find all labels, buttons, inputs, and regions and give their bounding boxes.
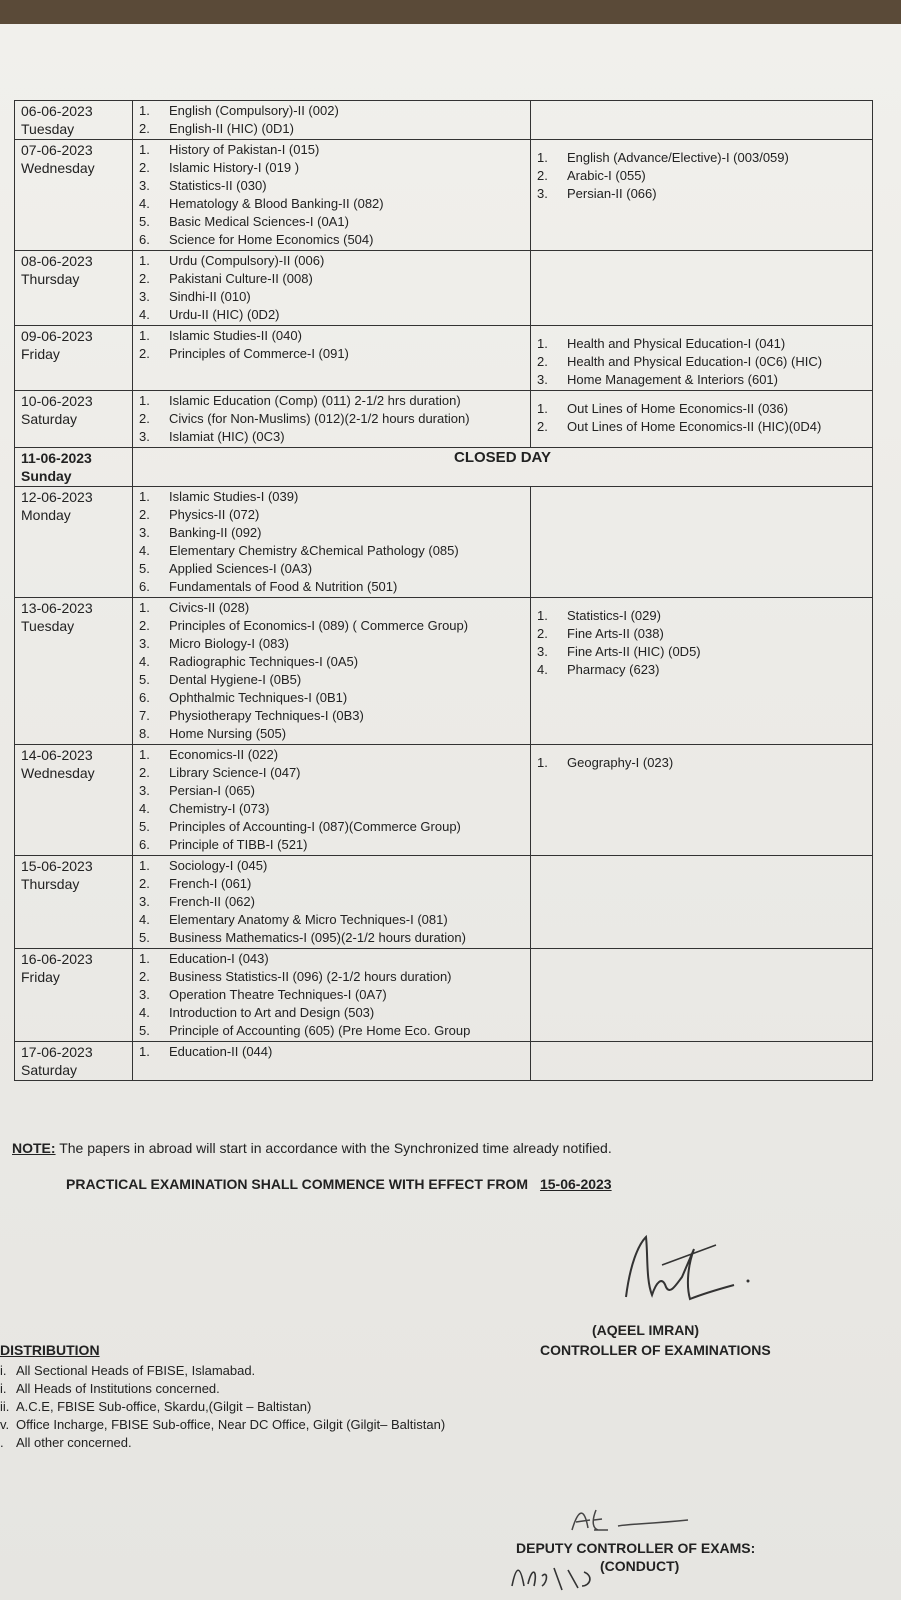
paper-number: 3.	[537, 372, 548, 387]
schedule-row	[15, 101, 873, 140]
paper-number: 4.	[139, 801, 150, 816]
exam-date-cell	[15, 140, 133, 251]
exam-date-cell	[15, 391, 133, 448]
paper-number: 1.	[537, 755, 548, 770]
paper-title: Islamic Studies-I (039)	[169, 489, 299, 504]
exam-day: Thursday	[21, 271, 80, 287]
paper-number: 5.	[139, 672, 150, 687]
paper-item	[139, 270, 524, 288]
paper-item	[139, 857, 524, 875]
exam-date: 08-06-2023	[21, 253, 93, 269]
paper-title: Science for Home Economics (504)	[169, 232, 374, 247]
paper-item	[139, 764, 524, 782]
exam-date-cell	[15, 745, 133, 856]
distribution-text: All Heads of Institutions concerned.	[16, 1381, 220, 1396]
paper-title: History of Pakistan-I (015)	[169, 142, 320, 157]
paper-number: 3.	[537, 186, 548, 201]
paper-number: 4.	[139, 1005, 150, 1020]
exam-date: 10-06-2023	[21, 393, 93, 409]
exam-day: Friday	[21, 969, 60, 985]
paper-title: Hematology & Blood Banking-II (082)	[169, 196, 384, 211]
note-label: NOTE:	[12, 1140, 56, 1156]
paper-number: 2.	[139, 876, 150, 891]
morning-papers-cell	[133, 949, 531, 1042]
paper-number: 2.	[139, 121, 150, 136]
paper-number: 4.	[139, 307, 150, 322]
paper-title: Arabic-I (055)	[567, 168, 646, 183]
paper-title: Elementary Anatomy & Micro Techniques-I (081)	[169, 912, 448, 927]
paper-title: Chemistry-I (073)	[169, 801, 270, 816]
evening-papers-cell	[531, 101, 873, 140]
schedule-row	[15, 856, 873, 949]
paper-number: 3.	[537, 644, 548, 659]
paper-title: Statistics-I (029)	[567, 608, 661, 623]
paper-number: 1.	[139, 142, 150, 157]
paper-item	[139, 836, 524, 854]
paper-title: Out Lines of Home Economics-II (HIC)(0D4)	[567, 419, 822, 434]
exam-date-cell	[15, 251, 133, 326]
evening-papers-cell	[531, 140, 873, 251]
morning-papers-cell	[133, 598, 531, 745]
paper-number: 5.	[139, 930, 150, 945]
paper-item	[139, 818, 524, 836]
paper-title: English (Compulsory)-II (002)	[169, 103, 339, 118]
paper-item	[139, 392, 524, 410]
paper-number: 3.	[139, 783, 150, 798]
evening-papers-cell	[531, 949, 873, 1042]
paper-number: 6.	[139, 837, 150, 852]
paper-item	[139, 929, 524, 947]
paper-item	[139, 1022, 524, 1040]
paper-title: Applied Sciences-I (0A3)	[169, 561, 313, 576]
distribution-num: ii.	[0, 1399, 10, 1414]
paper-item	[139, 288, 524, 306]
paper-title: Introduction to Art and Design (503)	[169, 1005, 375, 1020]
exam-date-cell	[15, 1042, 133, 1081]
paper-item	[139, 345, 524, 363]
evening-papers-cell	[531, 856, 873, 949]
paper-number: 4.	[139, 543, 150, 558]
exam-date: 07-06-2023	[21, 142, 93, 158]
evening-papers-cell	[531, 326, 873, 391]
paper-item	[537, 149, 866, 167]
closed-day: CLOSED DAY	[133, 448, 873, 487]
paper-item	[139, 689, 524, 707]
paper-title: Education-I (043)	[169, 951, 269, 966]
paper-item	[139, 560, 524, 578]
paper-title: Persian-II (066)	[567, 186, 657, 201]
paper-item	[139, 428, 524, 446]
paper-title: Physics-II (072)	[169, 507, 260, 522]
paper-item	[139, 599, 524, 617]
paper-item	[537, 400, 866, 418]
paper-item	[537, 754, 866, 772]
paper-item	[139, 542, 524, 560]
distribution-num: i.	[0, 1363, 7, 1378]
evening-papers-cell	[531, 1042, 873, 1081]
exam-day: Wednesday	[21, 765, 95, 781]
paper-title: Urdu (Compulsory)-II (006)	[169, 253, 325, 268]
exam-date: 13-06-2023	[21, 600, 93, 616]
paper-item	[139, 986, 524, 1004]
morning-papers-cell	[133, 1042, 531, 1081]
exam-date: 16-06-2023	[21, 951, 93, 967]
paper-item	[139, 410, 524, 428]
paper-number: 6.	[139, 232, 150, 247]
paper-item	[139, 968, 524, 986]
paper-number: 1.	[139, 747, 150, 762]
paper-item	[139, 159, 524, 177]
paper-title: Pakistani Culture-II (008)	[169, 271, 313, 286]
paper-title: English-II (HIC) (0D1)	[169, 121, 294, 136]
paper-title: Civics (for Non-Muslims) (012)(2-1/2 hours duration)	[169, 411, 470, 426]
paper-number: 3.	[139, 894, 150, 909]
paper-title: Banking-II (092)	[169, 525, 262, 540]
paper-number: 1.	[139, 1044, 150, 1059]
paper-number: 2.	[139, 346, 150, 361]
exam-date: 17-06-2023	[21, 1044, 93, 1060]
paper-title: Business Statistics-II (096) (2-1/2 hours duration)	[169, 969, 452, 984]
paper-number: 5.	[139, 819, 150, 834]
exam-date: 11-06-2023	[21, 450, 92, 466]
schedule-row	[15, 251, 873, 326]
paper-title: Health and Physical Education-I (041)	[567, 336, 786, 351]
schedule-row	[15, 598, 873, 745]
paper-title: Operation Theatre Techniques-I (0A7)	[169, 987, 387, 1002]
distribution-item	[0, 1434, 445, 1452]
paper-number: 6.	[139, 690, 150, 705]
paper-title: Radiographic Techniques-I (0A5)	[169, 654, 359, 669]
paper-title: English (Advance/Elective)-I (003/059)	[567, 150, 789, 165]
paper-title: Sindhi-II (010)	[169, 289, 251, 304]
note	[12, 1140, 612, 1156]
paper-item	[139, 911, 524, 929]
paper-title: Fundamentals of Food & Nutrition (501)	[169, 579, 398, 594]
note-text: The papers in abroad will start in accordance with the Synchronized time already notified.	[55, 1140, 612, 1156]
exam-day: Saturday	[21, 411, 78, 427]
evening-papers-cell	[531, 598, 873, 745]
exam-day: Friday	[21, 346, 60, 362]
paper-item	[139, 213, 524, 231]
paper-item	[537, 607, 866, 625]
paper-number: 2.	[537, 168, 548, 183]
paper-item	[139, 1043, 524, 1061]
paper-number: 5.	[139, 1023, 150, 1038]
paper-title: Micro Biology-I (083)	[169, 636, 289, 651]
exam-date-cell	[15, 487, 133, 598]
paper-number: 2.	[139, 618, 150, 633]
paper-title: Ophthalmic Techniques-I (0B1)	[169, 690, 348, 705]
exam-day: Thursday	[21, 876, 80, 892]
exam-date: 15-06-2023	[21, 858, 93, 874]
deputy-sub: (CONDUCT)	[600, 1558, 680, 1574]
paper-number: 3.	[139, 289, 150, 304]
paper-title: Islamic Education (Comp) (011) 2-1/2 hrs duration)	[169, 393, 461, 408]
paper-number: 1.	[139, 253, 150, 268]
paper-title: Out Lines of Home Economics-II (036)	[567, 401, 789, 416]
schedule-row	[15, 140, 873, 251]
paper-item	[139, 524, 524, 542]
paper-item	[537, 353, 866, 371]
paper-number: 2.	[537, 626, 548, 641]
distribution-item	[0, 1362, 445, 1380]
paper-item	[139, 746, 524, 764]
paper-number: 2.	[139, 507, 150, 522]
paper-title: Library Science-I (047)	[169, 765, 301, 780]
paper-number: 1.	[139, 328, 150, 343]
exam-date-cell	[15, 949, 133, 1042]
paper-item	[139, 893, 524, 911]
paper-item	[139, 950, 524, 968]
morning-papers-cell	[133, 251, 531, 326]
morning-papers-cell	[133, 487, 531, 598]
paper-title: Islamic History-I (019 )	[169, 160, 300, 175]
paper-title: Dental Hygiene-I (0B5)	[169, 672, 302, 687]
morning-papers-cell	[133, 140, 531, 251]
paper-item	[139, 327, 524, 345]
morning-papers-cell	[133, 745, 531, 856]
handwritten-stamp	[508, 1556, 598, 1596]
practical-date: 15-06-2023	[539, 1176, 612, 1192]
paper-item	[139, 195, 524, 213]
paper-title: Principles of Commerce-I (091)	[169, 346, 349, 361]
exam-day: Saturday	[21, 1062, 78, 1078]
paper-title: Education-II (044)	[169, 1044, 273, 1059]
signatory-title: CONTROLLER OF EXAMINATIONS	[540, 1342, 771, 1358]
paper-item	[139, 306, 524, 324]
paper-item	[139, 800, 524, 818]
paper-number: 1.	[139, 951, 150, 966]
exam-day: Tuesday	[21, 618, 75, 634]
distribution-num: v.	[0, 1417, 10, 1432]
distribution-num: i.	[0, 1381, 7, 1396]
morning-papers-cell	[133, 101, 531, 140]
paper-number: 1.	[537, 150, 548, 165]
distribution-num: .	[0, 1435, 4, 1450]
paper-title: Home Nursing (505)	[169, 726, 287, 741]
paper-title: Persian-I (065)	[169, 783, 255, 798]
evening-papers-cell	[531, 745, 873, 856]
paper-number: 2.	[139, 271, 150, 286]
exam-date-cell	[15, 101, 133, 140]
paper-number: 3.	[139, 636, 150, 651]
exam-date: 12-06-2023	[21, 489, 93, 505]
distribution-text: Office Incharge, FBISE Sub-office, Near DC Office, Gilgit (Gilgit– Baltistan)	[16, 1417, 446, 1432]
paper-title: Physiotherapy Techniques-I (0B3)	[169, 708, 364, 723]
paper-item	[139, 578, 524, 596]
paper-item	[139, 617, 524, 635]
paper-number: 3.	[139, 987, 150, 1002]
schedule-row	[15, 448, 873, 487]
paper-number: 6.	[139, 579, 150, 594]
exam-date-cell	[15, 326, 133, 391]
paper-item	[537, 625, 866, 643]
handwritten-initials	[568, 1500, 708, 1540]
paper-title: Civics-II (028)	[169, 600, 250, 615]
paper-number: 8.	[139, 726, 150, 741]
paper-title: Geography-I (023)	[567, 755, 674, 770]
morning-papers-cell	[133, 856, 531, 949]
exam-date: 06-06-2023	[21, 103, 93, 119]
distribution-text: A.C.E, FBISE Sub-office, Skardu,(Gilgit – Baltistan)	[16, 1399, 312, 1414]
paper-item	[139, 653, 524, 671]
paper-item	[139, 875, 524, 893]
paper-item	[537, 335, 866, 353]
schedule-row	[15, 391, 873, 448]
paper-title: Principle of TIBB-I (521)	[169, 837, 308, 852]
paper-number: 1.	[139, 393, 150, 408]
exam-day: Sunday	[21, 468, 72, 484]
paper-number: 4.	[139, 654, 150, 669]
paper-title: Principles of Accounting-I (087)(Commerce Group)	[169, 819, 461, 834]
paper-item	[139, 671, 524, 689]
paper-number: 3.	[139, 178, 150, 193]
paper-title: Health and Physical Education-I (0C6) (HIC)	[567, 354, 823, 369]
distribution-text: All Sectional Heads of FBISE, Islamabad.	[16, 1363, 256, 1378]
paper-item	[139, 635, 524, 653]
paper-item	[139, 177, 524, 195]
paper-item	[139, 488, 524, 506]
paper-number: 2.	[139, 411, 150, 426]
paper-title: Urdu-II (HIC) (0D2)	[169, 307, 280, 322]
paper-number: 2.	[537, 354, 548, 369]
paper-number: 1.	[139, 103, 150, 118]
paper-number: 1.	[139, 858, 150, 873]
paper-item	[139, 231, 524, 249]
paper-number: 5.	[139, 561, 150, 576]
schedule-row	[15, 1042, 873, 1081]
paper-item	[537, 643, 866, 661]
paper-title: Fine Arts-II (038)	[567, 626, 664, 641]
paper-item	[139, 707, 524, 725]
paper-title: French-I (061)	[169, 876, 252, 891]
signature-graphic	[616, 1225, 756, 1315]
morning-papers-cell	[133, 391, 531, 448]
paper-number: 4.	[537, 662, 548, 677]
paper-item	[139, 141, 524, 159]
paper-number: 1.	[537, 401, 548, 416]
paper-number: 1.	[537, 336, 548, 351]
paper-number: 2.	[139, 765, 150, 780]
paper-title: Elementary Chemistry &Chemical Pathology (085)	[169, 543, 459, 558]
exam-date-cell	[15, 598, 133, 745]
paper-number: 2.	[537, 419, 548, 434]
paper-number: 1.	[139, 489, 150, 504]
evening-papers-cell	[531, 487, 873, 598]
paper-item	[139, 725, 524, 743]
exam-date-cell	[15, 448, 133, 487]
paper-number: 2.	[139, 160, 150, 175]
schedule-row	[15, 949, 873, 1042]
paper-number: 3.	[139, 429, 150, 444]
paper-title: Business Mathematics-I (095)(2-1/2 hours duration)	[169, 930, 466, 945]
paper-title: Principle of Accounting (605) (Pre Home Eco. Group	[169, 1023, 471, 1038]
distribution-item	[0, 1416, 445, 1434]
paper-item	[139, 506, 524, 524]
paper-item	[139, 102, 524, 120]
paper-item	[537, 661, 866, 679]
exam-date: 09-06-2023	[21, 328, 93, 344]
exam-date-cell	[15, 856, 133, 949]
evening-papers-cell	[531, 391, 873, 448]
paper-item	[537, 418, 866, 436]
practical-text: PRACTICAL EXAMINATION SHALL COMMENCE WITH EFFECT FROM	[66, 1176, 528, 1192]
paper-number: 2.	[139, 969, 150, 984]
paper-item	[537, 167, 866, 185]
distribution-item	[0, 1380, 445, 1398]
paper-item	[139, 252, 524, 270]
exam-day: Tuesday	[21, 121, 75, 137]
paper-number: 4.	[139, 912, 150, 927]
distribution-text: All other concerned.	[16, 1435, 132, 1450]
practical-notice	[66, 1176, 612, 1192]
paper-title: Islamic Studies-II (040)	[169, 328, 302, 343]
distribution-heading: DISTRIBUTION	[0, 1342, 100, 1358]
schedule-row	[15, 326, 873, 391]
exam-day: Wednesday	[21, 160, 95, 176]
exam-schedule-table	[14, 100, 873, 1081]
paper-number: 1.	[139, 600, 150, 615]
paper-title: Principles of Economics-I (089) ( Commerce Group)	[169, 618, 469, 633]
paper-item	[139, 782, 524, 800]
morning-papers-cell	[133, 326, 531, 391]
paper-number: 1.	[537, 608, 548, 623]
paper-number: 4.	[139, 196, 150, 211]
schedule-row	[15, 487, 873, 598]
paper-title: Islamiat (HIC) (0C3)	[169, 429, 285, 444]
exam-date: 14-06-2023	[21, 747, 93, 763]
paper-title: Sociology-I (045)	[169, 858, 268, 873]
exam-day: Monday	[21, 507, 71, 523]
signatory-name: (AQEEL IMRAN)	[592, 1322, 700, 1338]
paper-item	[139, 1004, 524, 1022]
distribution-item	[0, 1398, 445, 1416]
paper-number: 3.	[139, 525, 150, 540]
paper-item	[139, 120, 524, 138]
distribution-list	[0, 1362, 445, 1452]
paper-number: 5.	[139, 214, 150, 229]
paper-title: Basic Medical Sciences-I (0A1)	[169, 214, 349, 229]
paper-title: French-II (062)	[169, 894, 255, 909]
deputy-title: DEPUTY CONTROLLER OF EXAMS:	[516, 1540, 756, 1556]
paper-title: Pharmacy (623)	[567, 662, 660, 677]
paper-title: Fine Arts-II (HIC) (0D5)	[567, 644, 701, 659]
evening-papers-cell	[531, 251, 873, 326]
paper-title: Economics-II (022)	[169, 747, 279, 762]
paper-number: 7.	[139, 708, 150, 723]
paper-item	[537, 185, 866, 203]
paper-title: Statistics-II (030)	[169, 178, 267, 193]
paper-item	[537, 371, 866, 389]
paper-title: Home Management & Interiors (601)	[567, 372, 778, 387]
schedule-row	[15, 745, 873, 856]
